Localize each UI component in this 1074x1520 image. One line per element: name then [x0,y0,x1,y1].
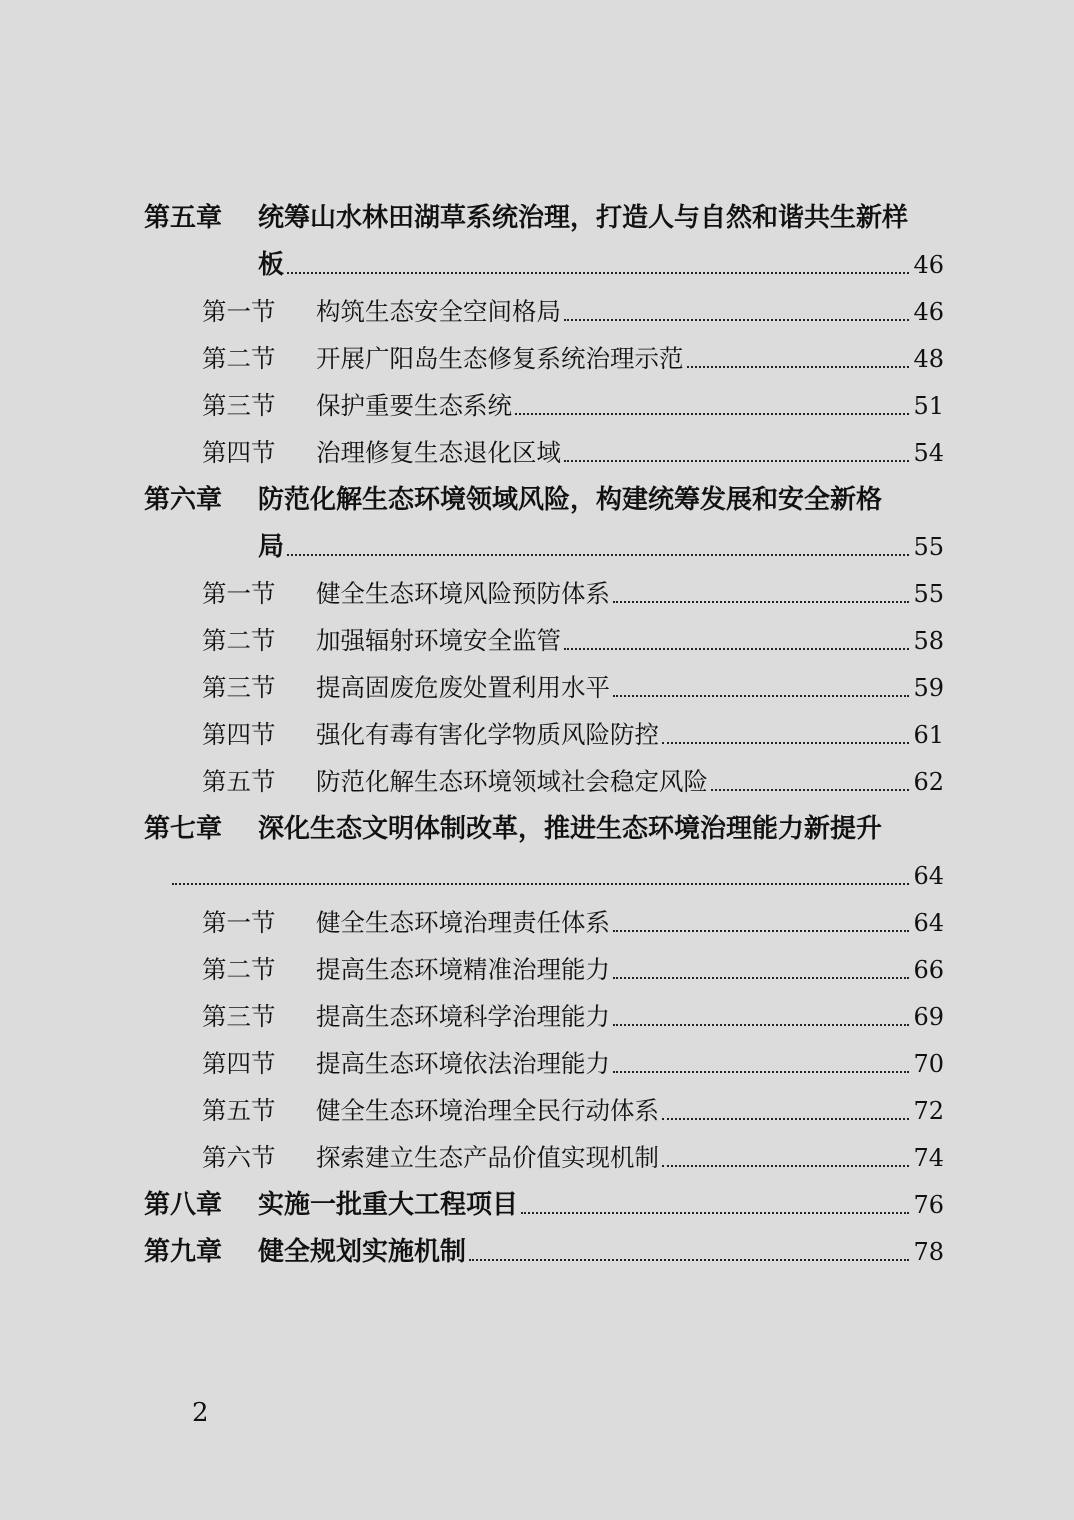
toc-section[interactable] [202,952,944,988]
section-title: 提高生态环境依法治理能力 [316,1049,610,1078]
toc-section[interactable] [202,1093,944,1129]
dot-leader [515,411,909,415]
section-title: 保护重要生态系统 [316,391,512,420]
dot-leader [613,599,909,603]
section-title: 健全生态环境治理责任体系 [316,908,610,937]
section-label: 第三节 [202,391,276,420]
toc-chapter-6-line1[interactable] [144,482,944,518]
dot-leader [613,975,909,979]
section-title: 治理修复生态退化区域 [316,438,561,467]
section-title: 提高生态环境科学治理能力 [316,1002,610,1031]
toc-section[interactable] [202,717,944,753]
toc-section[interactable] [202,576,944,612]
page-ref: 62 [913,768,944,796]
section-title: 健全生态环境风险预防体系 [316,579,610,608]
page-ref: 48 [913,345,944,373]
page-number: 2 [192,1398,209,1428]
toc-chapter-7-line2[interactable] [172,858,944,894]
toc-chapter-5-line1[interactable] [144,200,944,236]
chapter-title-continued: 局 [258,532,285,562]
section-title: 提高生态环境精准治理能力 [316,955,610,984]
page-ref: 58 [913,627,944,655]
section-label: 第二节 [202,626,276,655]
toc-chapter-7-line1[interactable] [144,811,944,847]
section-title: 加强辐射环境安全监管 [316,626,561,655]
page-ref: 54 [913,439,944,467]
dot-leader [662,1163,909,1167]
toc-chapter-6-line2[interactable] [258,529,944,565]
dot-leader [613,693,909,697]
page-ref: 55 [913,533,944,561]
toc-section[interactable] [202,435,944,471]
section-label: 第二节 [202,955,276,984]
dot-leader [564,646,909,650]
section-label: 第一节 [202,908,276,937]
dot-leader [662,740,909,744]
section-label: 第一节 [202,297,276,326]
page-ref: 69 [913,1003,944,1031]
toc-section[interactable] [202,999,944,1035]
page-ref: 61 [913,721,944,749]
section-title: 防范化解生态环境领域社会稳定风险 [316,767,708,796]
page-ref: 76 [913,1191,944,1219]
dot-leader [613,928,909,932]
dot-leader [287,552,909,556]
section-label: 第一节 [202,579,276,608]
section-label: 第三节 [202,1002,276,1031]
dot-leader [711,787,909,791]
page-ref: 46 [913,251,944,279]
chapter-title: 防范化解生态环境领域风险，构建统筹发展和安全新格 [258,485,883,515]
toc-section[interactable] [202,1140,944,1176]
section-label: 第二节 [202,344,276,373]
dot-leader [613,1022,909,1026]
toc-chapter-5-line2[interactable] [258,247,944,283]
dot-leader [662,1116,909,1120]
page-ref: 64 [913,909,944,937]
section-label: 第五节 [202,1096,276,1125]
dot-leader [469,1257,909,1261]
section-title: 提高固废危废处置利用水平 [316,673,610,702]
section-title: 健全生态环境治理全民行动体系 [316,1096,659,1125]
section-title: 构筑生态安全空间格局 [316,297,561,326]
chapter-label: 第九章 [144,1237,223,1267]
section-label: 第三节 [202,673,276,702]
section-label: 第五节 [202,767,276,796]
chapter-label: 第六章 [144,485,223,515]
dot-leader [564,317,909,321]
section-label: 第四节 [202,720,276,749]
page-ref: 72 [913,1097,944,1125]
chapter-title: 统筹山水林田湖草系统治理，打造人与自然和谐共生新样 [258,203,909,233]
toc-section[interactable] [202,294,944,330]
chapter-title-continued: 板 [258,250,285,280]
page-ref: 64 [913,862,944,890]
page-ref: 51 [913,392,944,420]
dot-leader [613,1069,909,1073]
toc-section[interactable] [202,388,944,424]
chapter-label: 第七章 [144,814,223,844]
chapter-title: 深化生态文明体制改革，推进生态环境治理能力新提升 [258,814,883,844]
toc-chapter-9[interactable] [144,1234,944,1270]
page-ref: 46 [913,298,944,326]
dot-leader [564,458,909,462]
toc-section[interactable] [202,670,944,706]
toc-chapter-8[interactable] [144,1187,944,1223]
section-label: 第四节 [202,1049,276,1078]
toc-section[interactable] [202,623,944,659]
dot-leader [287,270,909,274]
toc-section[interactable] [202,1046,944,1082]
section-title: 探索建立生态产品价值实现机制 [316,1143,659,1172]
section-title: 开展广阳岛生态修复系统治理示范 [316,344,684,373]
page-ref: 55 [913,580,944,608]
chapter-title: 健全规划实施机制 [258,1237,467,1267]
dot-leader [687,364,910,368]
section-title: 强化有毒有害化学物质风险防控 [316,720,659,749]
page-ref: 70 [913,1050,944,1078]
chapter-label: 第五章 [144,203,223,233]
dot-leader [521,1210,909,1214]
toc-section[interactable] [202,905,944,941]
chapter-title: 实施一批重大工程项目 [258,1190,519,1220]
page-ref: 59 [913,674,944,702]
toc-section[interactable] [202,341,944,377]
dot-leader [172,881,909,885]
toc-section[interactable] [202,764,944,800]
chapter-label: 第八章 [144,1190,223,1220]
page-ref: 66 [913,956,944,984]
page-ref: 78 [913,1238,944,1266]
section-label: 第六节 [202,1143,276,1172]
page-ref: 74 [913,1144,944,1172]
section-label: 第四节 [202,438,276,467]
